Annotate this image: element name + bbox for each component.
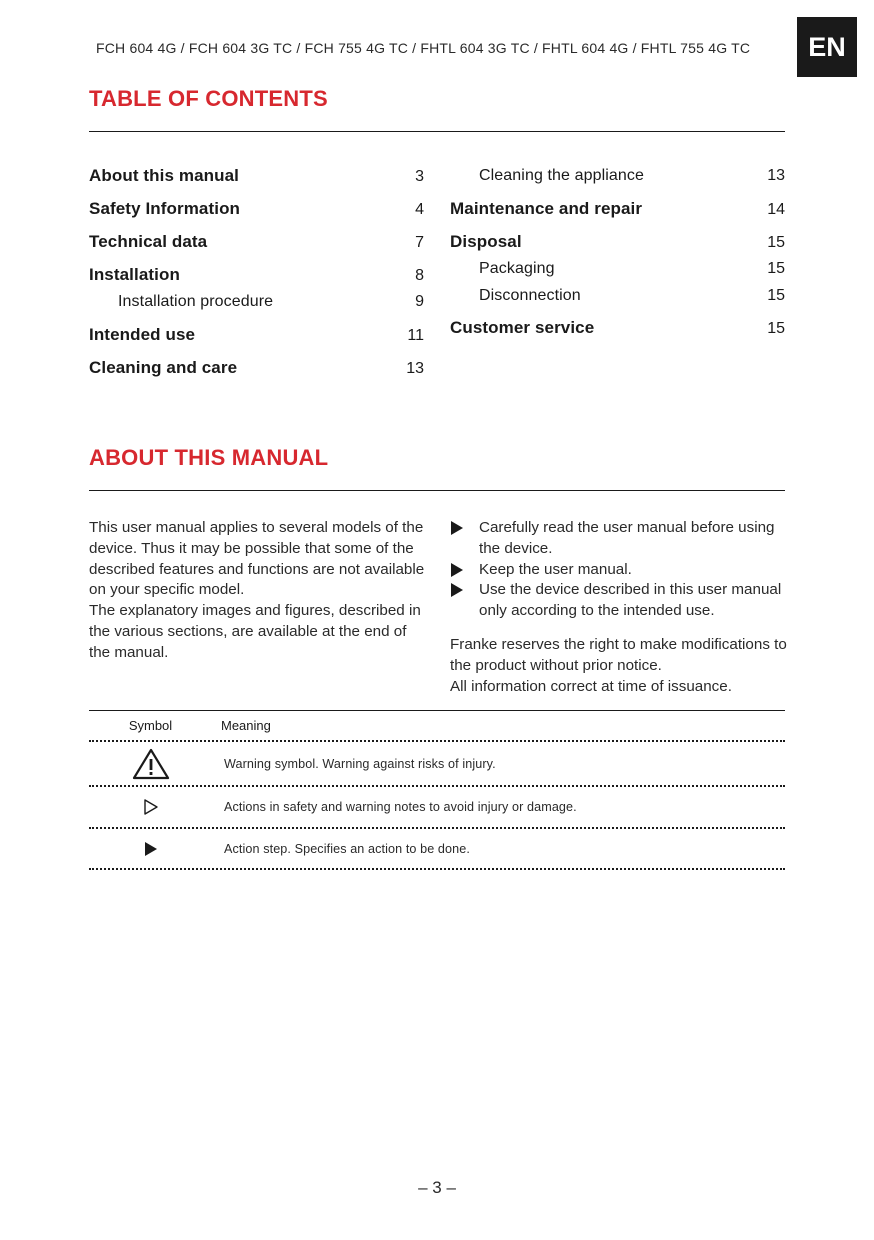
- bullet-item: Keep the user manual.: [450, 560, 790, 581]
- toc-item[interactable]: Cleaning and care 13: [89, 358, 424, 377]
- about-title: ABOUT THIS MANUAL: [89, 445, 329, 470]
- table-row: Actions in safety and warning notes to avoid injury or damage.: [89, 785, 785, 827]
- toc-item[interactable]: Intended use 11: [89, 325, 424, 344]
- toc-item[interactable]: Customer service 15: [450, 318, 785, 337]
- meaning-column-header: Meaning: [221, 718, 271, 733]
- table-end-rule: [89, 868, 785, 870]
- warning-triangle-icon: [89, 748, 212, 780]
- toc-subitem[interactable]: Disconnection 15: [479, 287, 785, 304]
- header-models: FCH 604 4G / FCH 604 3G TC / FCH 755 4G TC / FHTL 604 3G TC / FHTL 604 4G / FHTL 755 4G TC: [96, 40, 751, 56]
- toc-right-column: [450, 164, 785, 349]
- toc-item[interactable]: Safety Information 4: [89, 199, 424, 218]
- action-step-icon: [450, 580, 479, 622]
- toc-rule: [89, 131, 785, 132]
- about-paragraph: This user manual applies to several models of the device. Thus it may be possible that some of the described features and functions are not available on your specific model.: [89, 519, 425, 599]
- toc-subitem[interactable]: Installation procedure 9: [118, 293, 424, 310]
- about-rule: [89, 490, 785, 491]
- about-note: Franke reserves the right to make modifications to the product without prior notice. All information correct at time of issuance.: [450, 635, 787, 695]
- toc-title: TABLE OF CONTENTS: [89, 86, 328, 111]
- toc-item[interactable]: Maintenance and repair 14: [450, 199, 785, 218]
- page-number: – 3 –: [418, 1178, 456, 1197]
- toc-subitem[interactable]: Cleaning the appliance 13: [479, 167, 785, 184]
- toc-item[interactable]: Disposal 15: [450, 232, 785, 251]
- toc-item[interactable]: Technical data 7: [89, 232, 424, 251]
- bullet-item: Carefully read the user manual before using the device.: [450, 518, 790, 560]
- about-intro: [89, 518, 429, 664]
- language-badge: EN: [797, 17, 857, 77]
- toc-subitem[interactable]: Packaging 15: [479, 260, 785, 277]
- filled-triangle-icon: [89, 840, 212, 858]
- symbol-table: [89, 710, 785, 870]
- action-step-icon: [450, 560, 479, 581]
- table-row: Warning symbol. Warning against risks of injury.: [89, 740, 785, 785]
- symbol-table-header: [89, 710, 785, 740]
- symbol-column-header: Symbol: [128, 718, 173, 733]
- toc-item[interactable]: About this manual 3: [89, 166, 424, 185]
- table-row: Action step. Specifies an action to be done.: [89, 827, 785, 868]
- action-step-icon: [450, 518, 479, 560]
- outline-triangle-icon: [89, 798, 212, 816]
- toc-left-column: [89, 164, 424, 389]
- toc-item[interactable]: Installation 8: [89, 265, 424, 284]
- about-instructions: [450, 518, 790, 697]
- about-paragraph: The explanatory images and figures, described in the various sections, are available at the end of the manual.: [89, 602, 421, 661]
- bullet-item: Use the device described in this user manual only according to the intended use.: [450, 580, 790, 622]
